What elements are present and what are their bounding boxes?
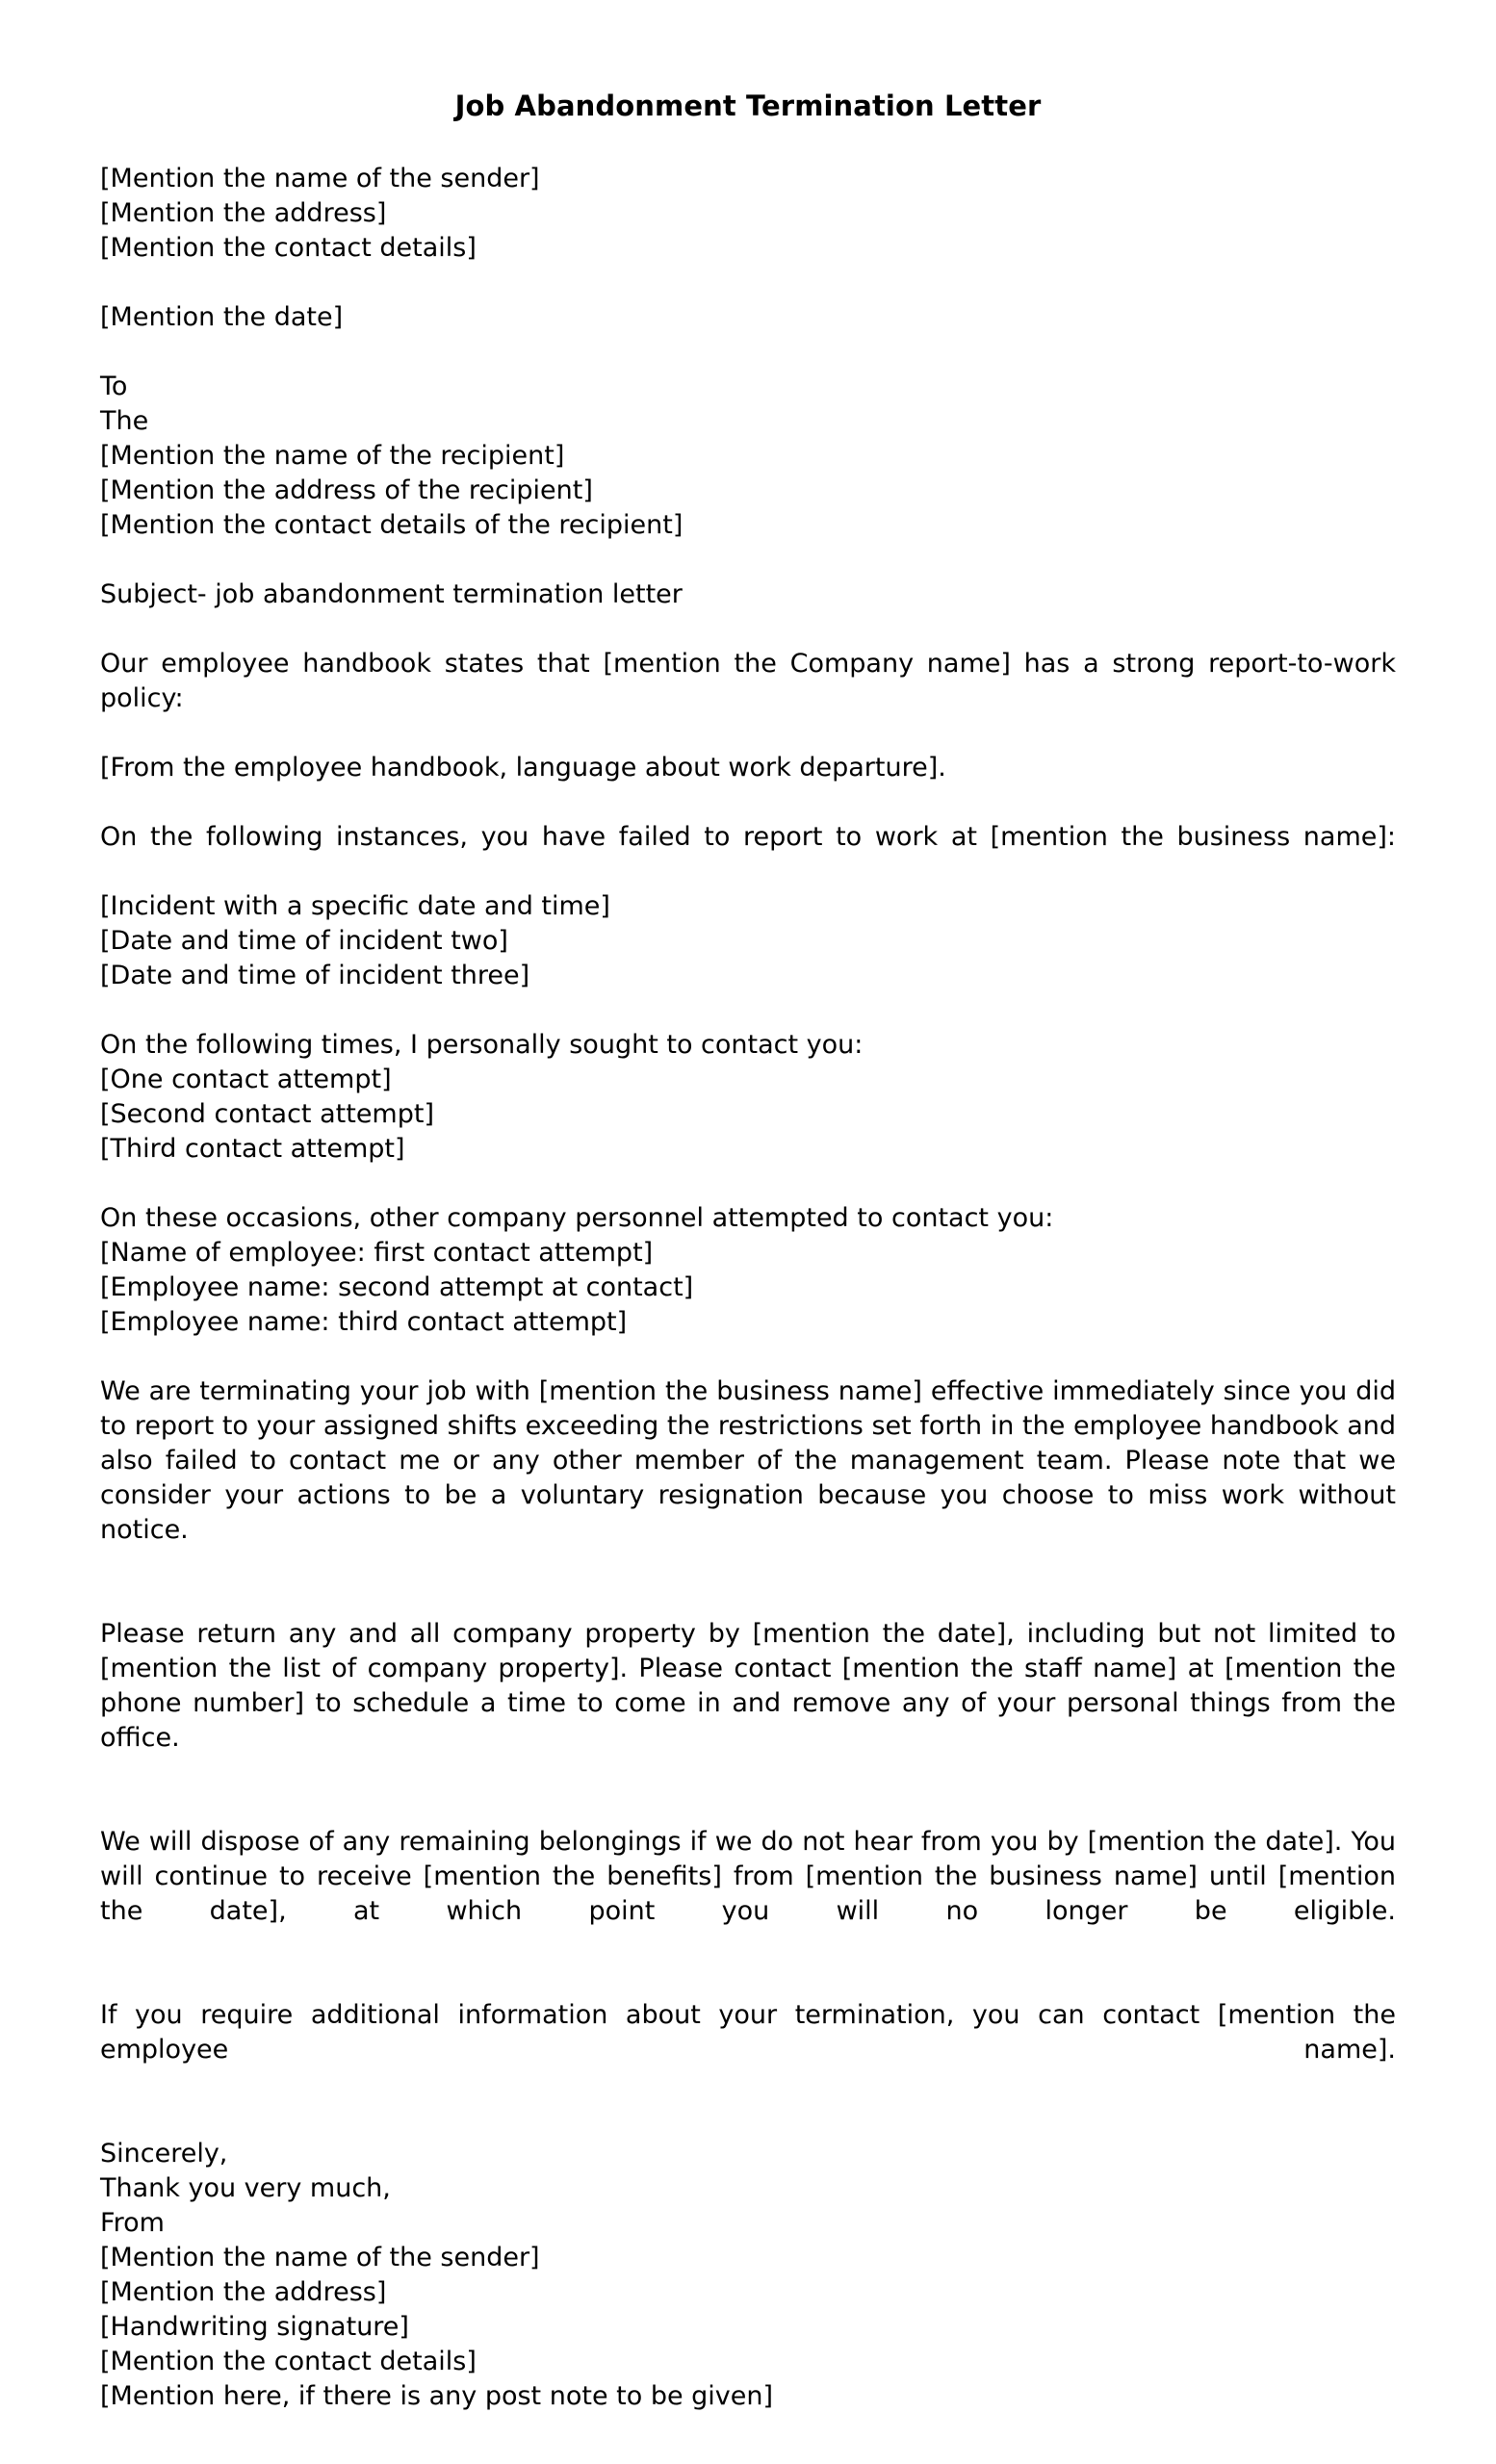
instance-item: [Incident with a specific date and time]: [100, 891, 610, 921]
closing-post-note-line: [Mention here, if there is any post note to be given]: [100, 2381, 774, 2411]
closing-sender-name-line: [Mention the name of the sender]: [100, 2243, 540, 2272]
personal-contact-block: [100, 1028, 1396, 1167]
personnel-contact-item: [Employee name: second attempt at contact]: [100, 1272, 694, 1302]
spacer: [100, 1340, 1396, 1374]
closing-contact-line: [Mention the contact details]: [100, 2347, 477, 2376]
personal-contact-item: [Third contact attempt]: [100, 1134, 405, 1164]
closing-thanks-line: Thank you very much,: [100, 2173, 391, 2203]
recipient-name-line: [Mention the name of the recipient]: [100, 441, 565, 471]
spacer: [100, 993, 1396, 1028]
instances-block: [100, 820, 1396, 993]
personnel-contact-item: [Name of employee: first contact attempt]: [100, 1238, 654, 1268]
property-return-paragraph: Please return any and all company property by [mention the date], including but not limited to [mention the list of company property]. Please contact [mention the staff name] at [mention the phone number] to schedule a time to come in and remove any of your personal things from the office.: [100, 1619, 1396, 1753]
sender-address-line: [Mention the address]: [100, 198, 387, 228]
spacer: [100, 123, 1396, 162]
instances-intro-paragraph: On the following instances, you have failed to report to work at [mention the business name]:: [100, 822, 1396, 852]
closing-from-line: From: [100, 2208, 165, 2238]
instance-item: [Date and time of incident three]: [100, 961, 530, 990]
handbook-paragraph: Our employee handbook states that [mention the Company name] has a strong report-to-work policy:: [100, 649, 1396, 713]
additional-info-paragraph: If you require additional information about your termination, you can contact [mention the employee name].: [100, 2000, 1396, 2065]
recipient-contact-line: [Mention the contact details of the recipient]: [100, 510, 684, 540]
property-return-block: [100, 1617, 1396, 1790]
recipient-to-line: To: [100, 372, 128, 401]
recipient-the-line: The: [100, 406, 149, 436]
spacer: [100, 785, 1396, 820]
spacer: [100, 2102, 1396, 2137]
sender-contact-line: [Mention the contact details]: [100, 233, 477, 263]
personal-contact-intro-line: On the following times, I personally sought to contact you:: [100, 1030, 864, 1060]
spacer: [100, 1964, 1396, 1998]
recipient-block: [100, 370, 1396, 543]
closing-sincerely-line: Sincerely,: [100, 2139, 228, 2169]
sender-block: [100, 162, 1396, 266]
personnel-contact-block: [100, 1201, 1396, 1340]
personnel-contact-item: [Employee name: third contact attempt]: [100, 1307, 628, 1337]
spacer: [100, 1582, 1396, 1617]
recipient-address-line: [Mention the address of the recipient]: [100, 475, 593, 505]
personnel-contact-intro-line: On these occasions, other company personnel attempted to contact you:: [100, 1203, 1054, 1233]
spacer: [100, 266, 1396, 300]
spacer: [100, 1167, 1396, 1201]
additional-info-block: [100, 1998, 1396, 2102]
termination-block: [100, 1374, 1396, 1582]
handbook-quote-line: [From the employee handbook, language about work departure].: [100, 753, 946, 783]
belongings-paragraph: We will dispose of any remaining belongings if we do not hear from you by [mention the date]. You will continue to receive [mention the benefits] from [mention the business name] until [mention the date], at which point you will no longer be eligible.: [100, 1827, 1396, 1926]
closing-signature-line: [Handwriting signature]: [100, 2312, 409, 2342]
subject-block: [100, 578, 1396, 612]
spacer: [100, 612, 1396, 647]
handbook-block: [100, 647, 1396, 785]
spacer: [100, 543, 1396, 578]
sender-name-line: [Mention the name of the sender]: [100, 164, 540, 193]
closing-block: [100, 2137, 1396, 2414]
belongings-block: [100, 1825, 1396, 1964]
date-line: [Mention the date]: [100, 302, 344, 332]
personal-contact-item: [Second contact attempt]: [100, 1099, 434, 1129]
spacer: [100, 335, 1396, 370]
page-title: Job Abandonment Termination Letter: [454, 90, 1042, 122]
spacer: [100, 1790, 1396, 1825]
date-block: [100, 300, 1396, 335]
personal-contact-item: [One contact attempt]: [100, 1065, 392, 1094]
closing-sender-address-line: [Mention the address]: [100, 2277, 387, 2307]
subject-line: Subject- job abandonment termination letter: [100, 579, 683, 609]
instance-item: [Date and time of incident two]: [100, 926, 508, 956]
termination-paragraph: We are terminating your job with [mention the business name] effective immediately since you did to report to your assigned shifts exceeding the restrictions set forth in the employee handbook and also failed to contact me or any other member of the management team. Please note that we consider your actions to be a voluntary resignation because you choose to miss work without notice.: [100, 1376, 1396, 1545]
